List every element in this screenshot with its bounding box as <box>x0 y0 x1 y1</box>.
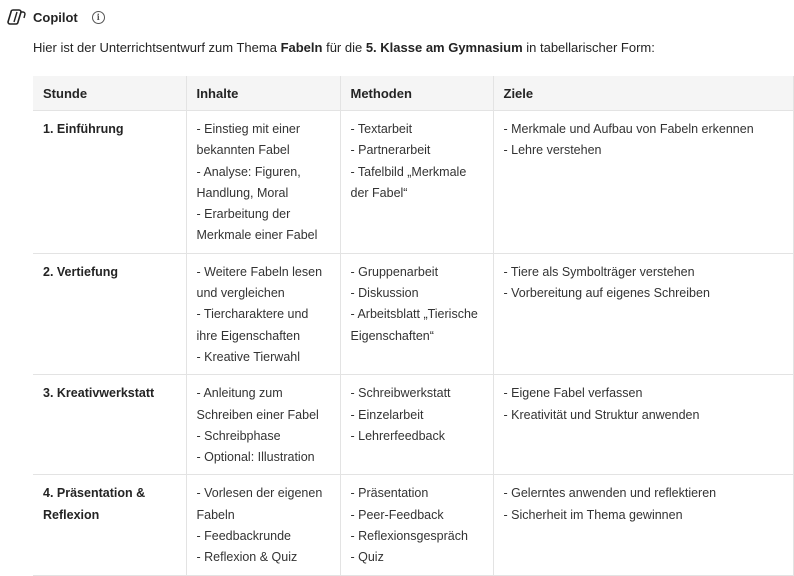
cell-methoden <box>340 253 493 374</box>
cell-ziele <box>493 475 793 575</box>
cell-inhalte <box>186 475 340 575</box>
methoden-item: - Diskussion <box>350 286 419 301</box>
methoden-item: - Tafelbild „Merkmale der Fabel“ <box>350 164 467 200</box>
table-row <box>33 111 793 254</box>
methoden-item: - Präsentation <box>350 486 429 501</box>
lesson-table-container[interactable] <box>33 76 754 576</box>
inhalte-item: - Kreative Tierwahl <box>196 349 301 364</box>
info-icon[interactable]: i <box>92 11 105 24</box>
ziele-item: - Lehre verstehen <box>503 143 602 158</box>
cell-inhalte <box>186 375 340 475</box>
cell-inhalte <box>186 111 340 254</box>
methoden-item: - Reflexionsgespräch <box>350 529 468 544</box>
inhalte-item: - Reflexion & Quiz <box>196 550 298 565</box>
inhalte-item: - Optional: Illustration <box>196 450 315 465</box>
copilot-logo-icon <box>8 8 26 26</box>
ziele-item: - Gelerntes anwenden und reflektieren <box>503 486 717 501</box>
cell-methoden <box>340 475 493 575</box>
app-title: Copilot <box>33 9 78 25</box>
intro-text: Hier ist der Unterrichtsentwurf zum Thema Fabeln für die 5. Klasse am Gymnasium in tabellarischer Form: <box>33 40 655 55</box>
inhalte-item: - Erarbeitung der Merkmale einer Fabel <box>196 207 318 243</box>
cell-ziele <box>493 375 793 475</box>
methoden-item: - Textarbeit <box>350 122 413 136</box>
inhalte-item: - Weitere Fabeln lesen und vergleichen <box>196 264 323 301</box>
cell-methoden <box>340 111 493 254</box>
inhalte-item: - Anleitung zum Schreiben einer Fabel <box>196 386 319 422</box>
ziele-item: - Eigene Fabel verfassen <box>503 386 643 401</box>
cell-ziele <box>493 111 793 254</box>
inhalte-item: - Schreibphase <box>196 428 281 443</box>
cell-stunde: 2. Vertiefung <box>33 253 186 374</box>
header-stunde: Stunde <box>33 76 186 111</box>
ziele-item: - Sicherheit im Thema gewinnen <box>503 507 683 522</box>
lesson-table <box>33 76 794 576</box>
inhalte-item: - Feedbackrunde <box>196 529 292 544</box>
header-ziele: Ziele <box>493 76 793 111</box>
methoden-item: - Arbeitsblatt „Tierische Eigenschaften“ <box>350 307 478 343</box>
cell-stunde: 4. Präsentation & Reflexion <box>33 475 186 575</box>
cell-inhalte <box>186 253 340 374</box>
ziele-item: - Kreativität und Struktur anwenden <box>503 407 700 422</box>
table-row <box>33 253 793 374</box>
inhalte-item: - Analyse: Figuren, Handlung, Moral <box>196 164 301 200</box>
methoden-item: - Gruppenarbeit <box>350 264 439 279</box>
inhalte-item: - Vorlesen der eigenen Fabeln <box>196 486 323 522</box>
methoden-item: - Quiz <box>350 550 384 565</box>
table-row <box>33 375 793 475</box>
cell-stunde: 1. Einführung <box>33 111 186 254</box>
table-row <box>33 475 793 575</box>
cell-methoden <box>340 375 493 475</box>
inhalte-item: - Tiercharaktere und ihre Eigenschaften <box>196 307 309 343</box>
methoden-item: - Schreibwerkstatt <box>350 386 451 401</box>
header <box>8 6 105 28</box>
header-inhalte: Inhalte <box>186 76 340 111</box>
methoden-item: - Peer-Feedback <box>350 507 444 522</box>
methoden-item: - Lehrerfeedback <box>350 428 446 443</box>
methoden-item: - Partnerarbeit <box>350 143 431 158</box>
header-methoden: Methoden <box>340 76 493 111</box>
table-header-row <box>33 76 793 111</box>
ziele-item: - Vorbereitung auf eigenes Schreiben <box>503 286 710 301</box>
cell-ziele <box>493 253 793 374</box>
ziele-item: - Tiere als Symbolträger verstehen <box>503 264 695 279</box>
ziele-item: - Merkmale und Aufbau von Fabeln erkennen <box>503 122 754 136</box>
inhalte-item: - Einstieg mit einer bekannten Fabel <box>196 122 301 158</box>
methoden-item: - Einzelarbeit <box>350 407 424 422</box>
cell-stunde: 3. Kreativwerkstatt <box>33 375 186 475</box>
